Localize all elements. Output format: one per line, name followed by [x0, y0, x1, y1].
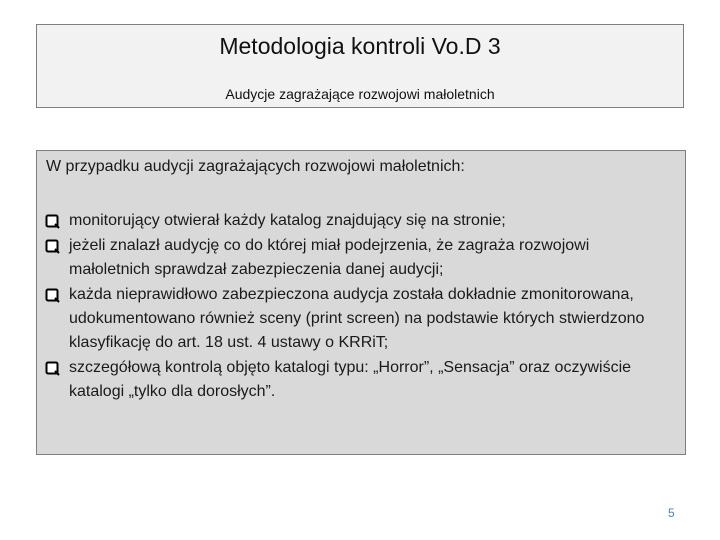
bullet-item — [45, 234, 671, 282]
slide-title: Metodologia kontroli Vo.D 3 — [219, 33, 501, 59]
bullet-text: szczegółową kontrolą objęto katalogi typu: „Horror”, „Sensacja” oraz oczywiście katalogi „tylko dla dorosłych”. — [69, 359, 632, 400]
bullet-item — [45, 209, 671, 233]
bullet-text: monitorujący otwierał każdy katalog znajdujący się na stronie; — [69, 212, 506, 229]
slide-subtitle: Audycje zagrażające rozwojowi małoletnich — [225, 86, 495, 102]
bullet-text: każda nieprawidłowo zabezpieczona audycja została dokładnie zmonitorowana, udokumentowano również sceny (print screen) na podstawie których stwierdzono klasyfikację do art. 18 ust. 4 ustawy o KRRiT; — [69, 286, 645, 351]
hollow-square-bullet-icon — [45, 209, 69, 233]
page-number: 5 — [668, 506, 675, 520]
bullet-item — [45, 356, 671, 404]
bullet-text: jeżeli znalazł audycję co do której miał podejrzenia, że zagraża rozwojowi małoletnich sprawdzał zabezpieczenia danej audycji; — [69, 237, 590, 278]
hollow-square-bullet-icon — [45, 356, 69, 380]
intro-text: W przypadku audycji zagrażających rozwojowi małoletnich: — [46, 158, 465, 175]
title-box — [36, 24, 684, 108]
hollow-square-bullet-icon — [45, 234, 69, 258]
content-box — [36, 150, 686, 455]
bullet-list — [45, 209, 671, 405]
bullet-item — [45, 283, 671, 355]
hollow-square-bullet-icon — [45, 283, 69, 307]
